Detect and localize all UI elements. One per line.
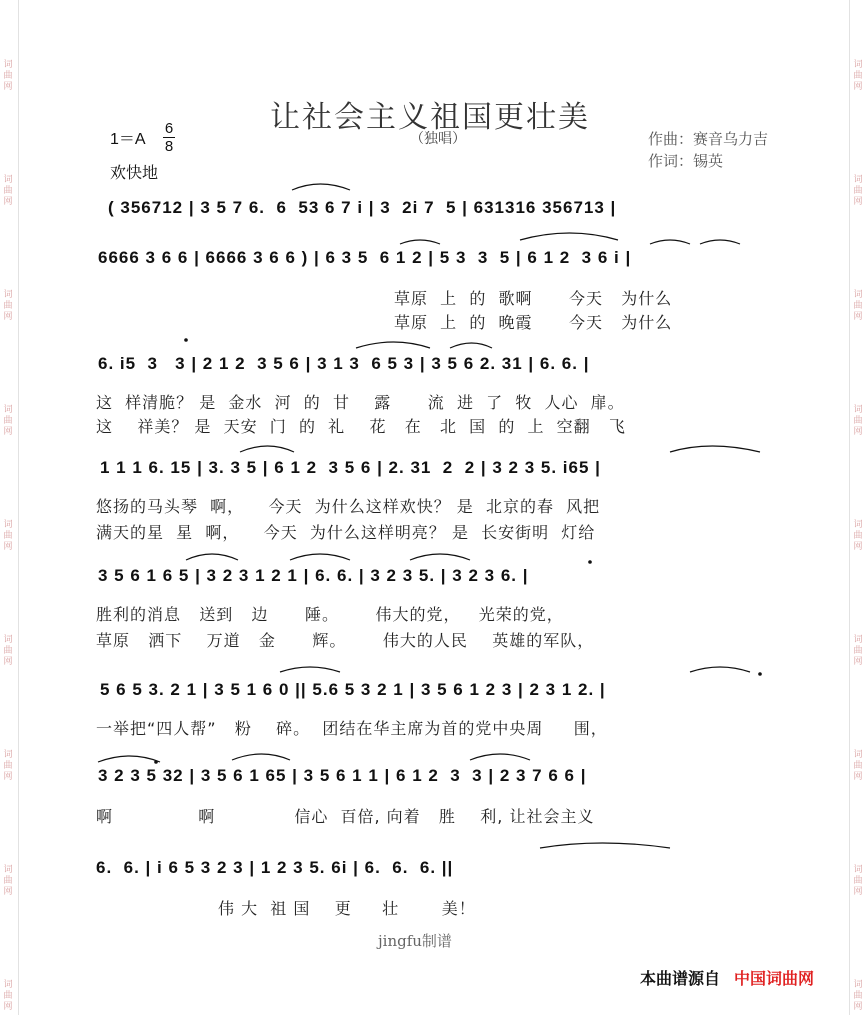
watermark-text: 词 曲 网 xyxy=(853,980,863,1012)
watermark-text: 词 曲 网 xyxy=(853,405,863,437)
watermark-text: 词 曲 网 xyxy=(3,750,13,782)
key-signature: 1＝A xyxy=(110,131,146,148)
watermark-text: 词 曲 网 xyxy=(853,520,863,552)
score-line-3: 6. i5 3 3 | 2 1 2 3 5 6 | 3 1 3 6 5 3 | 3 5 6 2. 31 | 6. 6. | xyxy=(98,354,590,373)
watermark-text: 词 曲 网 xyxy=(3,405,13,437)
lyric-line-5b: 草原 洒下 万道 金 辉。 伟大的人民 英雄的军队， xyxy=(96,631,595,650)
watermark-text: 词 曲 网 xyxy=(853,290,863,322)
score-line-4: 1 1 1 6. 15 | 3. 3 5 | 6 1 2 3 5 6 | 2. 31 2 2 | 3 2 3 5. i65 | xyxy=(100,458,601,477)
watermark-text: 词 曲 网 xyxy=(3,60,13,92)
watermark-text: 词 曲 网 xyxy=(3,175,13,207)
watermark-text: 词 曲 网 xyxy=(3,865,13,897)
lyric-line-2a: 草原 上 的 歌啊 今天 为什么 xyxy=(394,289,673,308)
score-line-8: 6. 6. | i 6 5 3 2 3 | 1 2 3 5. 6i | 6. 6. 6. || xyxy=(96,858,454,877)
watermark-text: 词 曲 网 xyxy=(853,60,863,92)
meter-bottom: 8 xyxy=(164,138,174,155)
watermark-text: 词 曲 网 xyxy=(3,980,13,1012)
transcriber-credit: jingfu制谱 xyxy=(378,932,452,950)
lyric-line-3a: 这 样清脆？ 是 金水 河 的 甘 露 流 进 了 牧 人心 扉。 xyxy=(96,393,625,412)
watermark-text: 词 曲 网 xyxy=(3,520,13,552)
watermark-text: 词 曲 网 xyxy=(853,635,863,667)
composer-credit: 作曲：赛音乌力吉 xyxy=(648,130,769,148)
lyric-line-7: 啊 啊 信心 百倍, 向着 胜 利, 让社会主义 xyxy=(96,807,595,826)
tempo-marking: 欢快地 xyxy=(110,165,159,182)
watermark-text: 词 曲 网 xyxy=(853,175,863,207)
lyric-line-4a: 悠扬的马头琴 啊， 今天 为什么这样欢快？ 是 北京的春 风把 xyxy=(96,497,601,516)
source-attribution xyxy=(640,966,814,989)
score-line-2: 6666 3 6 6 | 6666 3 6 6 ) | 6 3 5 6 1 2 | 5 3 3 5 | 6 1 2 3 6 i | xyxy=(98,248,632,267)
source-brand-link[interactable]: 中国词曲网 xyxy=(734,969,815,988)
song-title: 让社会主义祖国更壮美 xyxy=(270,100,590,135)
score-line-7: 3 2 3 5 32 | 3 5 6 1 65 | 3 5 6 1 1 | 6 1 2 3 3 | 2 3 7 6 6 | xyxy=(98,766,587,785)
score-line-6: 5 6 5 3. 2 1 | 3 5 1 6 0 || 5.6 5 3 2 1 | 3 5 6 1 2 3 | 2 3 1 2. | xyxy=(100,680,606,699)
lyric-line-8: 伟 大 祖 国 更 壮 美！ xyxy=(218,899,476,918)
song-subtitle: （独唱） xyxy=(410,131,466,147)
meter-top: 6 xyxy=(164,120,174,137)
score-line-5: 3 5 6 1 6 5 | 3 2 3 1 2 1 | 6. 6. | 3 2 3 5. | 3 2 3 6. | xyxy=(98,566,529,585)
source-label: 本曲谱源自 xyxy=(640,969,721,988)
lyric-line-3b: 这 祥美？ 是 天安 门 的 礼 花 在 北 国 的 上 空翻 飞 xyxy=(96,417,626,436)
lyric-line-4b: 满天的星 星 啊， 今天 为什么这样明亮？ 是 长安街明 灯给 xyxy=(96,523,596,542)
lyricist-credit: 作词：锡英 xyxy=(648,152,724,170)
watermark-text: 词 曲 网 xyxy=(3,290,13,322)
lyric-line-5a: 胜利的消息 送到 边 陲。 伟大的党， 光荣的党， xyxy=(96,605,564,624)
watermark-text: 词 曲 网 xyxy=(853,750,863,782)
lyric-line-6: 一举把“四人帮” 粉 碎。 团结在华主席为首的党中央周 围， xyxy=(96,719,608,738)
watermark-text: 词 曲 网 xyxy=(3,635,13,667)
lyric-line-2b: 草原 上 的 晚霞 今天 为什么 xyxy=(394,313,673,332)
score-line-1: ( 356712 | 3 5 7 6. 6 53 6 7 i | 3 2i 7 5 | 631316 356713 | xyxy=(108,198,617,217)
watermark-text: 词 曲 网 xyxy=(853,865,863,897)
